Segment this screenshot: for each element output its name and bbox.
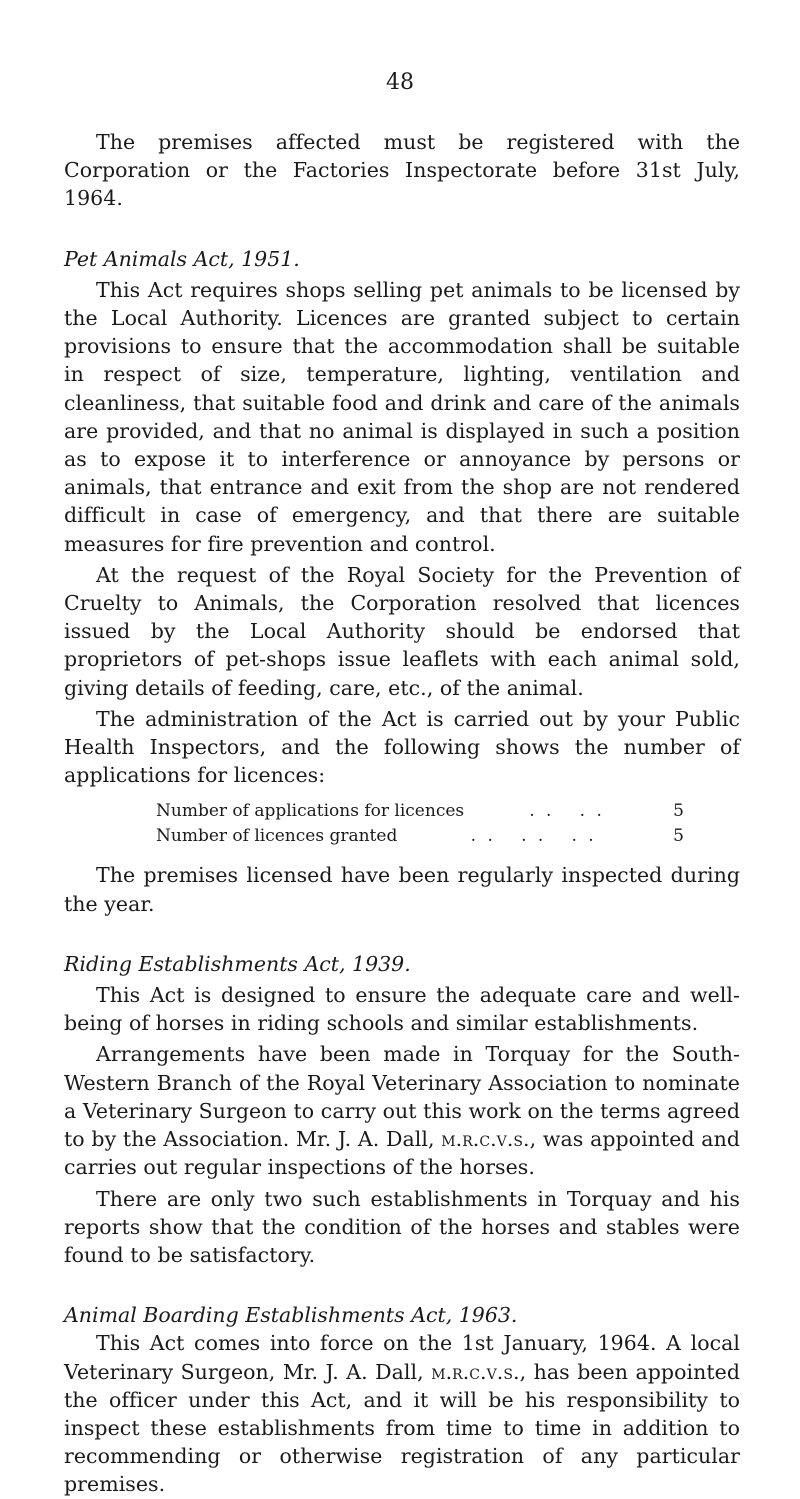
intro-paragraph: The premises affected must be registered with the Corporation or the Factories Inspectorate before 31st July, 1964. — [64, 130, 740, 211]
stat-leader-dots: . . . . . . — [470, 826, 597, 847]
pet-animals-section — [64, 245, 740, 918]
stat-label: Number of licences granted — [156, 826, 398, 847]
qualification: m.r.c.v.s. — [431, 1359, 520, 1384]
riding-section — [64, 950, 740, 1269]
riding-paragraph-2-end: , was appointed and carries out regular inspections of the horses. — [64, 1127, 740, 1180]
pet-animals-heading: Pet Animals Act, 1951. — [64, 246, 300, 271]
stat-leader-dots: . . . . — [529, 801, 605, 822]
boarding-paragraph-1-end: , has been appointed the officer under this Act, and it will be his responsibility to inspect these establishments from time to time in addition to recommending or otherwise registration of any particular premises. — [64, 1359, 740, 1497]
pet-animals-paragraph-2: At the request of the Royal Society for the Prevention of Cruelty to Animals, the Corporation resolved that licences issued by the Local Authority should be endorsed that proprietors of pet-shops issue leaflets with each animal sold, giving details of feeding, care, etc., of the animal. — [64, 562, 740, 700]
boarding-section — [64, 1301, 740, 1498]
riding-paragraph-3: There are only two such establishments in Torquay and his reports show that the condition of the horses and stables were found to be satisfactory. — [64, 1186, 740, 1267]
pet-animals-paragraph-3: The administration of the Act is carried out by your Public Health Inspectors, and the following shows the number of applications for licences: — [64, 706, 740, 788]
stat-value: 5 — [673, 826, 684, 847]
boarding-heading: Animal Boarding Establishments Act, 1963. — [64, 1303, 518, 1328]
riding-paragraph-2-start: Arrangements have been made in Torquay for the South-Western Branch of the Royal Veterinary Association to nominate a Veterinary Surgeon to carry out this work on the terms agreed to by the Association. Mr. J. A. Dall, — [64, 1042, 740, 1152]
stat-label: Number of applications for licences — [156, 801, 465, 822]
qualification: m.r.c.v.s. — [441, 1127, 530, 1152]
pet-animals-paragraph-1: This Act requires shops selling pet animals to be licensed by the Local Authority. Licences are granted subject to certain provisions to ensure that the accommodation shall be suitable in respect of size, temperature, lighting, ventilation and cleanliness, that suitable food and drink and care of the animals are provided, and that no animal is displayed in such a position as to expose it to interference or annoyance by persons or animals, that entrance and exit from the shop are not rendered difficult in case of emergency, and that there are suitable measures for fire prevention and control. — [64, 277, 740, 556]
stat-value: 5 — [673, 801, 684, 822]
page-body — [64, 128, 740, 1499]
stats-row-applications — [156, 799, 684, 824]
stats-row-granted — [156, 824, 684, 849]
riding-heading: Riding Establishments Act, 1939. — [64, 951, 411, 976]
pet-animals-paragraph-4: The premises licensed have been regularly inspected during the year. — [64, 863, 740, 916]
boarding-paragraph-1-start: This Act comes into force on the 1st January, 1964. A local Veterinary Surgeon, Mr. J. A. Dall, — [64, 1331, 740, 1384]
page-number: 48 — [386, 70, 414, 95]
licence-stats-table — [156, 799, 684, 849]
riding-paragraph-1: This Act is designed to ensure the adequate care and well-being of horses in riding schools and similar establishments. — [64, 983, 740, 1036]
riding-paragraph-2 — [64, 1040, 740, 1181]
boarding-paragraph-1 — [64, 1329, 740, 1498]
